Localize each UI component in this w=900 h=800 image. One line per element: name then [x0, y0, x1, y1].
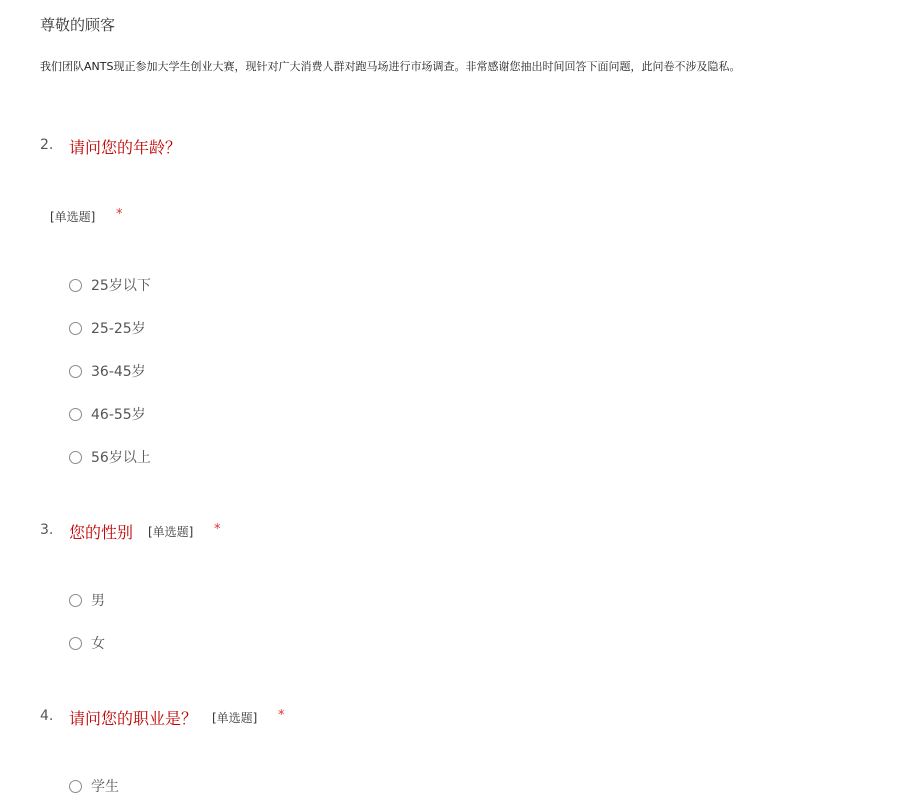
question-title: 请问您的年龄？	[69, 138, 182, 157]
option-label: 学生	[91, 779, 119, 795]
survey-greeting: 尊敬的顾客	[40, 16, 116, 34]
option-gender-male[interactable]	[69, 590, 105, 610]
option-age-36-45[interactable]	[69, 361, 146, 381]
question-type-badge: [单选题]	[50, 210, 96, 224]
radio-button[interactable]	[69, 780, 82, 793]
radio-button[interactable]	[69, 637, 82, 650]
option-label: 25-25岁	[91, 321, 146, 337]
question-title: 请问您的职业是？	[69, 709, 198, 728]
option-age-under-25[interactable]	[69, 275, 151, 295]
option-label: 男	[91, 593, 105, 609]
required-marker: *	[278, 708, 285, 723]
option-age-25-25[interactable]	[69, 318, 146, 338]
option-label: 46-55岁	[91, 407, 146, 423]
question-number: 4.	[40, 708, 54, 724]
radio-button[interactable]	[69, 594, 82, 607]
question-title: 您的性别	[69, 523, 134, 542]
survey-intro: 我们团队ANTS现正参加大学生创业大赛，现针对广大消费人群对跑马场进行市场调查。非常感谢您抽出时间回答下面问题，此问卷不涉及隐私。	[40, 60, 741, 73]
question-number: 3.	[40, 522, 54, 538]
question-type-badge: [单选题]	[212, 711, 258, 725]
option-label: 56岁以上	[91, 450, 151, 466]
radio-button[interactable]	[69, 322, 82, 335]
question-number: 2.	[40, 137, 54, 153]
option-occupation-student[interactable]	[69, 776, 119, 796]
option-age-over-56[interactable]	[69, 447, 151, 467]
radio-button[interactable]	[69, 451, 82, 464]
option-gender-female[interactable]	[69, 633, 105, 653]
question-type-badge: [单选题]	[148, 525, 194, 539]
option-age-46-55[interactable]	[69, 404, 146, 424]
option-label: 25岁以下	[91, 278, 151, 294]
radio-button[interactable]	[69, 279, 82, 292]
required-marker: *	[116, 207, 123, 222]
option-label: 女	[91, 636, 105, 652]
option-label: 36-45岁	[91, 364, 146, 380]
required-marker: *	[214, 522, 221, 537]
radio-button[interactable]	[69, 365, 82, 378]
radio-button[interactable]	[69, 408, 82, 421]
